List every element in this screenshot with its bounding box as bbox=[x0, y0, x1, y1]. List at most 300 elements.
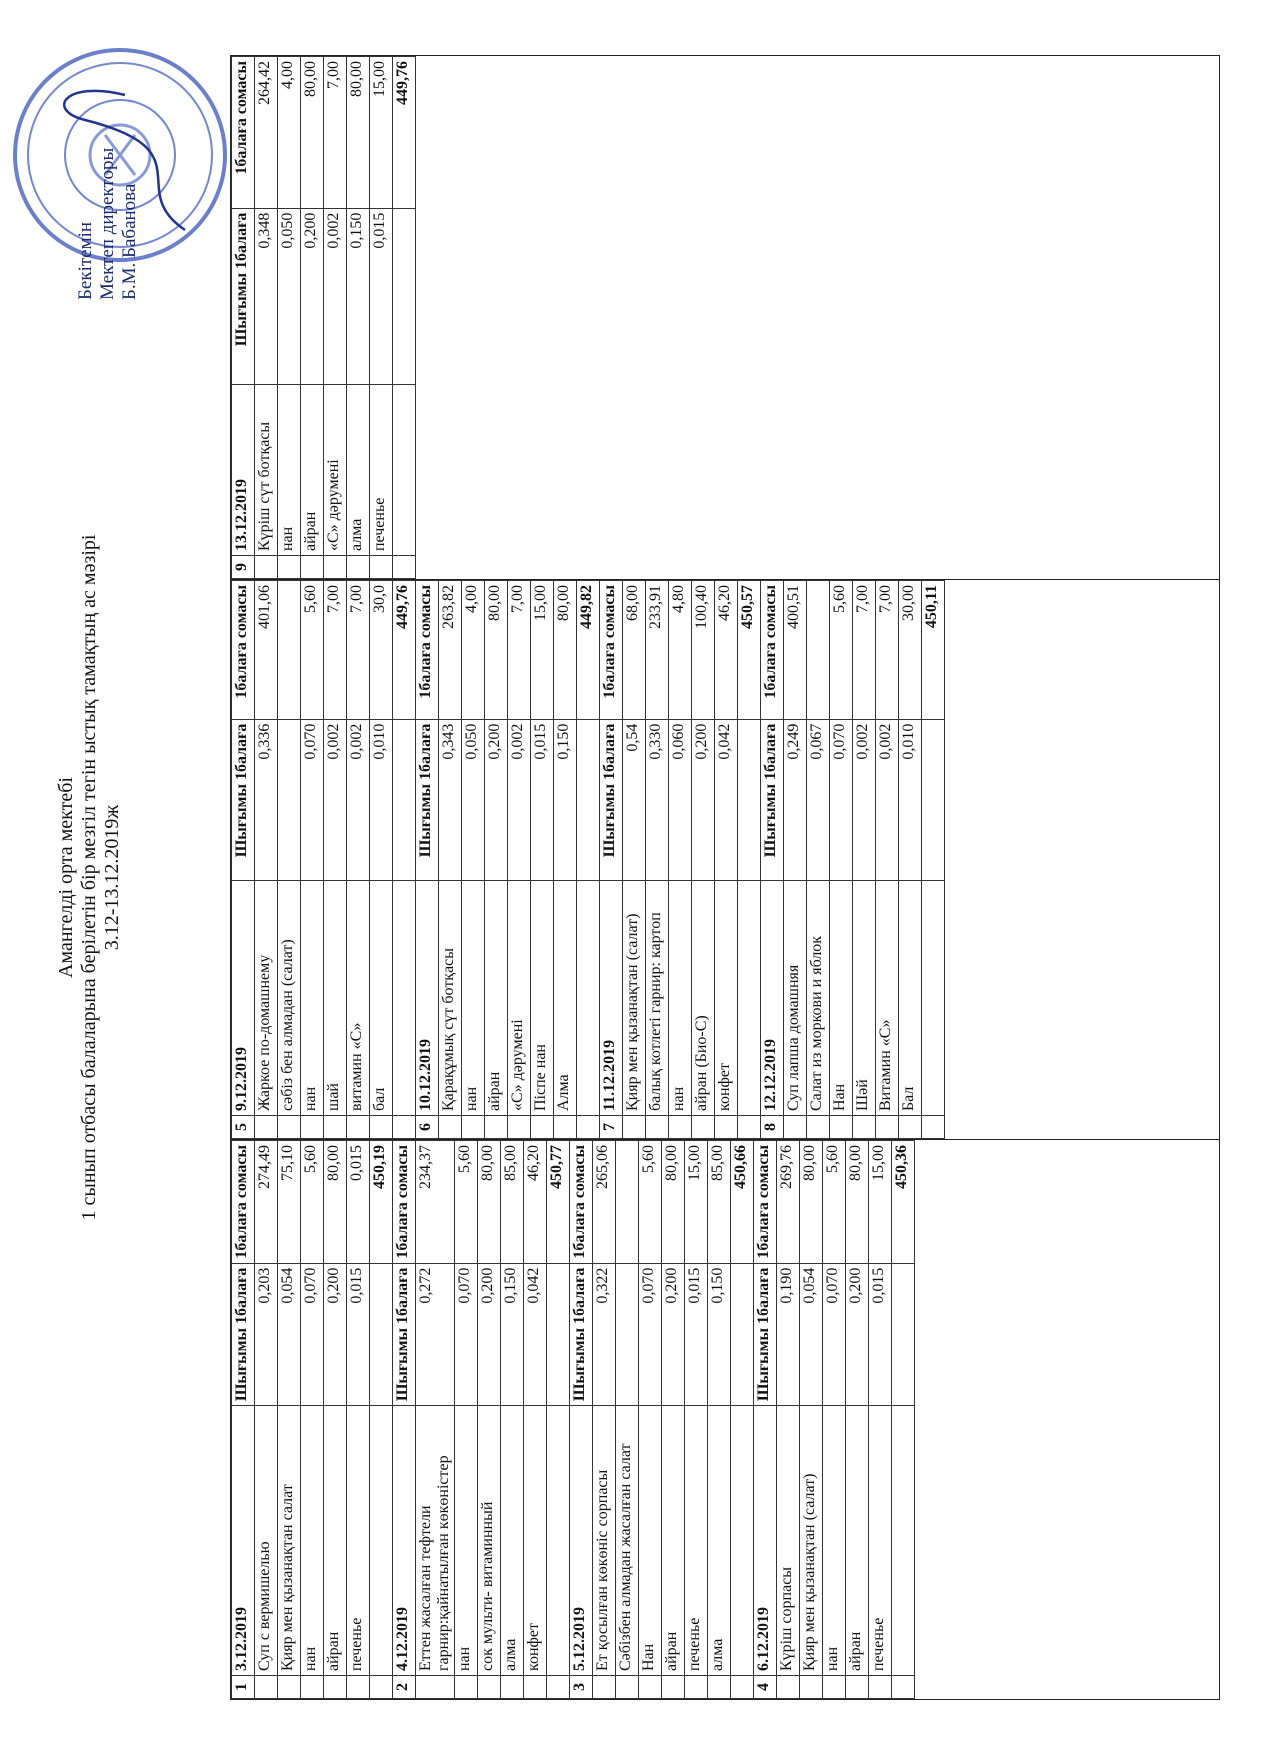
menu-item-row bbox=[807, 581, 830, 1139]
dish-name: Күріш сорпасы bbox=[777, 1406, 800, 1676]
dish-qty: 0,015 bbox=[531, 719, 554, 880]
day-header-row bbox=[393, 1141, 416, 1699]
day-total-row bbox=[370, 1141, 393, 1699]
dish-sum: 5,60 bbox=[639, 1141, 662, 1264]
dish-qty: 0,190 bbox=[777, 1263, 800, 1406]
dish-sum: 80,00 bbox=[347, 57, 370, 209]
row-index-cell bbox=[616, 1676, 639, 1699]
dish-qty: 0,002 bbox=[853, 719, 876, 880]
dish-qty: 0,343 bbox=[439, 719, 462, 880]
dish-qty: 0,050 bbox=[462, 719, 485, 880]
dish-qty: 0,150 bbox=[708, 1263, 731, 1406]
menu-item-row bbox=[324, 57, 347, 579]
row-index-cell bbox=[646, 1116, 669, 1139]
dish-sum: 5,60 bbox=[301, 1141, 324, 1264]
row-index-cell bbox=[278, 556, 301, 579]
dish-qty: 0,060 bbox=[669, 719, 692, 880]
total-label-cell bbox=[370, 1406, 393, 1676]
dish-qty: 0,002 bbox=[508, 719, 531, 880]
row-index-cell bbox=[255, 556, 278, 579]
dish-name: Алма bbox=[554, 880, 577, 1115]
dish-sum: 274,49 bbox=[255, 1141, 278, 1264]
row-index-cell bbox=[823, 1676, 846, 1699]
total-qty-cell bbox=[892, 1263, 915, 1406]
day-total-sum: 450,19 bbox=[370, 1141, 393, 1264]
row-index-cell bbox=[485, 1116, 508, 1139]
row-index-cell bbox=[278, 1676, 301, 1699]
dish-name: балық котлеті гарнир: картоп bbox=[646, 880, 669, 1115]
dish-qty bbox=[616, 1263, 639, 1406]
row-index-cell bbox=[301, 1676, 324, 1699]
day-total-row bbox=[393, 57, 416, 579]
dish-qty: 0,150 bbox=[554, 719, 577, 880]
menu-item-row bbox=[255, 581, 278, 1139]
menu-block bbox=[230, 1140, 1220, 1700]
dish-sum: 75,10 bbox=[278, 1141, 301, 1264]
dish-name: айран bbox=[846, 1406, 869, 1676]
qty-column-header: Шығымы 1балаға bbox=[761, 719, 784, 880]
dish-name: айран bbox=[324, 1406, 347, 1676]
row-index-cell bbox=[708, 1676, 731, 1699]
qty-column-header: Шығымы 1балаға bbox=[754, 1263, 777, 1406]
row-index-cell bbox=[669, 1116, 692, 1139]
menu-item-row bbox=[324, 1141, 347, 1699]
menu-item-row bbox=[685, 1141, 708, 1699]
menu-item-row bbox=[278, 581, 301, 1139]
dish-qty: 0,054 bbox=[278, 1263, 301, 1406]
dish-name: конфет bbox=[524, 1406, 547, 1676]
row-index-cell bbox=[524, 1676, 547, 1699]
menu-item-row bbox=[301, 581, 324, 1139]
menu-item-row bbox=[876, 581, 899, 1139]
day-index: 3 bbox=[570, 1676, 593, 1699]
dish-sum: 46,20 bbox=[524, 1141, 547, 1264]
dish-name: сәбіз бен алмадан (салат) bbox=[278, 880, 301, 1115]
menu-item-row bbox=[639, 1141, 662, 1699]
menu-item-row bbox=[347, 1141, 370, 1699]
document-title: 1 сынып отбасы балаларына берілетін бір мезгіл тегін ыстық тамақтың ас мәзірі bbox=[78, 534, 100, 1221]
row-index-cell bbox=[846, 1676, 869, 1699]
day-index: 6 bbox=[416, 1116, 439, 1139]
dish-sum: 80,00 bbox=[800, 1141, 823, 1264]
total-qty-cell bbox=[370, 1263, 393, 1406]
total-label-cell bbox=[922, 880, 945, 1115]
dish-qty: 0,200 bbox=[662, 1263, 685, 1406]
dish-qty: 0,015 bbox=[347, 1263, 370, 1406]
document-header bbox=[55, 55, 124, 1700]
qty-column-header: Шығымы 1балаға bbox=[570, 1263, 593, 1406]
day-total-row bbox=[738, 581, 761, 1139]
dish-qty: 0,010 bbox=[899, 719, 922, 880]
dish-qty: 0,070 bbox=[455, 1263, 478, 1406]
row-index-cell bbox=[347, 556, 370, 579]
dish-sum: 85,00 bbox=[708, 1141, 731, 1264]
school-name: Амангелді орта мектебі bbox=[55, 777, 77, 979]
day-total-row bbox=[731, 1141, 754, 1699]
row-index-cell bbox=[255, 1676, 278, 1699]
total-qty-cell bbox=[547, 1263, 570, 1406]
menu-item-row bbox=[301, 1141, 324, 1699]
row-index-cell bbox=[853, 1116, 876, 1139]
menu-item-row bbox=[462, 581, 485, 1139]
row-index-cell bbox=[784, 1116, 807, 1139]
dish-name: айран bbox=[301, 385, 324, 556]
day-date: 10.12.2019 bbox=[416, 880, 439, 1115]
day-total-sum: 450,11 bbox=[922, 581, 945, 720]
day-total-row bbox=[892, 1141, 915, 1699]
approval-line-2: Мектеп директоры bbox=[97, 147, 118, 300]
dish-sum: 30,0 bbox=[370, 581, 393, 720]
dish-name: нан bbox=[278, 385, 301, 556]
day-total-row bbox=[393, 581, 416, 1139]
dish-sum: 15,00 bbox=[685, 1141, 708, 1264]
sum-column-header: 1балаға сомасы bbox=[416, 581, 439, 720]
dish-qty: 0,015 bbox=[869, 1263, 892, 1406]
row-index-cell bbox=[508, 1116, 531, 1139]
total-label-cell bbox=[547, 1406, 570, 1676]
menu-item-row bbox=[524, 1141, 547, 1699]
dish-qty: 0,272 bbox=[416, 1263, 455, 1406]
dish-name: нан bbox=[462, 880, 485, 1115]
row-index-cell bbox=[370, 556, 393, 579]
dish-sum: 233,91 bbox=[646, 581, 669, 720]
dish-sum: 15,00 bbox=[370, 57, 393, 209]
sum-column-header: 1балаға сомасы bbox=[761, 581, 784, 720]
day-header-row bbox=[232, 581, 255, 1139]
row-index-cell bbox=[639, 1676, 662, 1699]
dish-name: Суп лапша домашняя bbox=[784, 880, 807, 1115]
day-index: 7 bbox=[600, 1116, 623, 1139]
dish-sum: 5,60 bbox=[455, 1141, 478, 1264]
dish-name: Қияр мен қызанақтан (салат) bbox=[623, 880, 646, 1115]
day-total-row bbox=[922, 581, 945, 1139]
dish-name: «С» дәрумені bbox=[324, 385, 347, 556]
total-index-cell bbox=[370, 1676, 393, 1699]
dish-name: Піспе нан bbox=[531, 880, 554, 1115]
menu-item-row bbox=[439, 581, 462, 1139]
dish-sum: 5,60 bbox=[301, 581, 324, 720]
dish-sum: 30,00 bbox=[899, 581, 922, 720]
dish-qty: 0,002 bbox=[324, 719, 347, 880]
total-index-cell bbox=[738, 1116, 761, 1139]
dish-sum: 263,82 bbox=[439, 581, 462, 720]
total-label-cell bbox=[731, 1406, 754, 1676]
dish-name: айран bbox=[485, 880, 508, 1115]
total-label-cell bbox=[577, 880, 600, 1115]
dish-sum: 80,00 bbox=[554, 581, 577, 720]
row-index-cell bbox=[554, 1116, 577, 1139]
day-total-row bbox=[547, 1141, 570, 1699]
menu-item-row bbox=[501, 1141, 524, 1699]
dish-name: Суп с вермишелью bbox=[255, 1406, 278, 1676]
row-index-cell bbox=[807, 1116, 830, 1139]
dish-sum: 80,00 bbox=[324, 1141, 347, 1264]
row-index-cell bbox=[623, 1116, 646, 1139]
qty-column-header: Шығымы 1балаға bbox=[232, 1263, 255, 1406]
menu-item-row bbox=[278, 57, 301, 579]
row-index-cell bbox=[800, 1676, 823, 1699]
dish-name: печенье bbox=[685, 1406, 708, 1676]
dish-sum bbox=[616, 1141, 639, 1264]
menu-item-row bbox=[692, 581, 715, 1139]
row-index-cell bbox=[876, 1116, 899, 1139]
dish-name: нан bbox=[669, 880, 692, 1115]
dish-qty: 0,067 bbox=[807, 719, 830, 880]
day-date: 6.12.2019 bbox=[754, 1406, 777, 1676]
dish-name: конфет bbox=[715, 880, 738, 1115]
menu-table bbox=[231, 56, 416, 579]
day-date: 11.12.2019 bbox=[600, 880, 623, 1115]
dish-sum: 7,00 bbox=[324, 57, 347, 209]
document-period: 3.12-13.12.2019ж bbox=[101, 804, 123, 951]
day-header-row bbox=[761, 581, 784, 1139]
dish-sum: 80,00 bbox=[301, 57, 324, 209]
menu-item-row bbox=[478, 1141, 501, 1699]
row-index-cell bbox=[324, 556, 347, 579]
dish-sum: 269,76 bbox=[777, 1141, 800, 1264]
dish-name: Нан bbox=[830, 880, 853, 1115]
row-index-cell bbox=[777, 1676, 800, 1699]
menu-item-row bbox=[777, 1141, 800, 1699]
day-index: 1 bbox=[232, 1676, 255, 1699]
menu-table bbox=[231, 580, 945, 1139]
dish-sum: 7,00 bbox=[876, 581, 899, 720]
total-label-cell bbox=[393, 385, 416, 556]
dish-qty bbox=[278, 719, 301, 880]
total-qty-cell bbox=[577, 719, 600, 880]
dish-sum: 15,00 bbox=[531, 581, 554, 720]
dish-name: Қияр мен қызанақтан (салат) bbox=[800, 1406, 823, 1676]
qty-column-header: Шығымы 1балаға bbox=[600, 719, 623, 880]
dish-qty: 0,042 bbox=[715, 719, 738, 880]
dish-qty: 0,010 bbox=[370, 719, 393, 880]
dish-name: витамин «С» bbox=[347, 880, 370, 1115]
sum-column-header: 1балаға сомасы bbox=[232, 581, 255, 720]
row-index-cell bbox=[416, 1676, 455, 1699]
menu-item-row bbox=[255, 1141, 278, 1699]
dish-name: Ет қосылған көкөніс сорпасы bbox=[593, 1406, 616, 1676]
dish-sum bbox=[807, 581, 830, 720]
row-index-cell bbox=[301, 1116, 324, 1139]
menu-block bbox=[230, 580, 1220, 1140]
dish-name: «С» дәрумені bbox=[508, 880, 531, 1115]
total-index-cell bbox=[577, 1116, 600, 1139]
sum-column-header: 1балаға сомасы bbox=[232, 1141, 255, 1264]
dish-qty: 0,015 bbox=[685, 1263, 708, 1406]
total-qty-cell bbox=[738, 719, 761, 880]
approval-line-3: Б.М. Бабанова bbox=[119, 183, 140, 300]
dish-qty: 0,336 bbox=[255, 719, 278, 880]
row-index-cell bbox=[347, 1116, 370, 1139]
dish-qty: 0,330 bbox=[646, 719, 669, 880]
dish-name: айран bbox=[662, 1406, 685, 1676]
menu-item-row bbox=[554, 581, 577, 1139]
row-index-cell bbox=[692, 1116, 715, 1139]
rotated-document bbox=[55, 55, 1225, 1700]
menu-item-row bbox=[593, 1141, 616, 1699]
menu-item-row bbox=[370, 57, 393, 579]
menu-item-row bbox=[455, 1141, 478, 1699]
sum-column-header: 1балаға сомасы bbox=[754, 1141, 777, 1264]
menu-item-row bbox=[255, 57, 278, 579]
dish-sum: 7,00 bbox=[853, 581, 876, 720]
dish-qty: 0,322 bbox=[593, 1263, 616, 1406]
total-qty-cell bbox=[731, 1263, 754, 1406]
dish-qty: 0,070 bbox=[639, 1263, 662, 1406]
dish-qty: 0,002 bbox=[347, 719, 370, 880]
dish-name: Витамин «С» bbox=[876, 880, 899, 1115]
row-index-cell bbox=[455, 1676, 478, 1699]
row-index-cell bbox=[439, 1116, 462, 1139]
row-index-cell bbox=[685, 1676, 708, 1699]
dish-qty: 0,042 bbox=[524, 1263, 547, 1406]
menu-item-row bbox=[669, 581, 692, 1139]
row-index-cell bbox=[593, 1676, 616, 1699]
dish-qty: 0,249 bbox=[784, 719, 807, 880]
day-total-sum: 449,82 bbox=[577, 581, 600, 720]
row-index-cell bbox=[869, 1676, 892, 1699]
dish-sum: 7,00 bbox=[347, 581, 370, 720]
dish-name: алма bbox=[501, 1406, 524, 1676]
dish-name: бал bbox=[370, 880, 393, 1115]
menu-item-row bbox=[370, 581, 393, 1139]
dish-name: Жаркое по-домашнему bbox=[255, 880, 278, 1115]
menu-item-row bbox=[616, 1141, 639, 1699]
menu-item-row bbox=[853, 581, 876, 1139]
dish-qty: 0,150 bbox=[347, 208, 370, 384]
dish-name: алма bbox=[708, 1406, 731, 1676]
row-index-cell bbox=[370, 1116, 393, 1139]
total-qty-cell bbox=[393, 208, 416, 384]
total-index-cell bbox=[731, 1676, 754, 1699]
menu-item-row bbox=[508, 581, 531, 1139]
dish-name: Сәбізбен алмадан жасалған салат bbox=[616, 1406, 639, 1676]
dish-sum: 7,00 bbox=[508, 581, 531, 720]
day-total-sum: 450,77 bbox=[547, 1141, 570, 1264]
dish-sum: 80,00 bbox=[846, 1141, 869, 1264]
menu-item-row bbox=[830, 581, 853, 1139]
dish-sum: 85,00 bbox=[501, 1141, 524, 1264]
menu-item-row bbox=[278, 1141, 301, 1699]
dish-qty: 0,015 bbox=[370, 208, 393, 384]
day-header-row bbox=[600, 581, 623, 1139]
dish-sum: 265,06 bbox=[593, 1141, 616, 1264]
approval-line-1: Бекітемін bbox=[75, 221, 96, 300]
qty-column-header: Шығымы 1балаға bbox=[232, 208, 255, 384]
menu-table bbox=[231, 1140, 915, 1699]
dish-sum: 5,60 bbox=[823, 1141, 846, 1264]
row-index-cell bbox=[324, 1116, 347, 1139]
sum-column-header: 1балаға сомасы bbox=[232, 57, 255, 209]
day-date: 9.12.2019 bbox=[232, 880, 255, 1115]
menu-item-row bbox=[800, 1141, 823, 1699]
day-total-row bbox=[577, 581, 600, 1139]
dish-name: нан bbox=[301, 880, 324, 1115]
dish-qty: 0,070 bbox=[301, 1263, 324, 1406]
row-index-cell bbox=[715, 1116, 738, 1139]
menu-block bbox=[230, 55, 1220, 580]
total-label-cell bbox=[738, 880, 761, 1115]
dish-qty: 0,002 bbox=[876, 719, 899, 880]
day-index: 9 bbox=[232, 556, 255, 579]
menu-item-row bbox=[899, 581, 922, 1139]
dish-sum: 400,51 bbox=[784, 581, 807, 720]
dish-name: сок мульти- витаминный bbox=[478, 1406, 501, 1676]
menu-item-row bbox=[531, 581, 554, 1139]
dish-name: нан bbox=[823, 1406, 846, 1676]
dish-sum: 80,00 bbox=[662, 1141, 685, 1264]
row-index-cell bbox=[478, 1676, 501, 1699]
qty-column-header: Шығымы 1балаға bbox=[416, 719, 439, 880]
dish-qty: 0,150 bbox=[501, 1263, 524, 1406]
day-date: 12.12.2019 bbox=[761, 880, 784, 1115]
dish-qty: 0,54 bbox=[623, 719, 646, 880]
total-index-cell bbox=[922, 1116, 945, 1139]
dish-name: Шәй bbox=[853, 880, 876, 1115]
dish-qty: 0,050 bbox=[278, 208, 301, 384]
day-index: 4 bbox=[754, 1676, 777, 1699]
dish-name: алма bbox=[347, 385, 370, 556]
dish-name: шай bbox=[324, 880, 347, 1115]
dish-qty: 0,348 bbox=[255, 208, 278, 384]
day-header-row bbox=[416, 581, 439, 1139]
dish-sum: 401,06 bbox=[255, 581, 278, 720]
sum-column-header: 1балаға сомасы bbox=[600, 581, 623, 720]
dish-sum: 4,80 bbox=[669, 581, 692, 720]
day-index: 5 bbox=[232, 1116, 255, 1139]
dish-sum: 80,00 bbox=[478, 1141, 501, 1264]
dish-qty: 0,200 bbox=[301, 208, 324, 384]
total-index-cell bbox=[547, 1676, 570, 1699]
menu-item-row bbox=[301, 57, 324, 579]
day-index: 2 bbox=[393, 1676, 416, 1699]
day-index: 8 bbox=[761, 1116, 784, 1139]
dish-name: печенье bbox=[370, 385, 393, 556]
menu-item-row bbox=[324, 581, 347, 1139]
dish-name: Қияр мен қызанақтан салат bbox=[278, 1406, 301, 1676]
total-label-cell bbox=[393, 880, 416, 1115]
day-date: 4.12.2019 bbox=[393, 1406, 416, 1676]
dish-sum: 234,37 bbox=[416, 1141, 455, 1264]
sum-column-header: 1балаға сомасы bbox=[570, 1141, 593, 1264]
dish-sum: 15,00 bbox=[869, 1141, 892, 1264]
dish-sum: 46,20 bbox=[715, 581, 738, 720]
dish-name: Еттен жасалған тефтели гарнир:қайнатылған көкөністер bbox=[416, 1406, 455, 1676]
dish-name: Бал bbox=[899, 880, 922, 1115]
dish-qty: 0,200 bbox=[485, 719, 508, 880]
dish-name: печенье bbox=[869, 1406, 892, 1676]
dish-sum: 68,00 bbox=[623, 581, 646, 720]
dish-name: печенье bbox=[347, 1406, 370, 1676]
dish-name: Күріш сүт ботқасы bbox=[255, 385, 278, 556]
dish-qty: 0,002 bbox=[324, 208, 347, 384]
menu-item-row bbox=[846, 1141, 869, 1699]
dish-name: Нан bbox=[639, 1406, 662, 1676]
day-date: 5.12.2019 bbox=[570, 1406, 593, 1676]
row-index-cell bbox=[255, 1116, 278, 1139]
dish-name: айран (Био-С) bbox=[692, 880, 715, 1115]
dish-qty: 0,200 bbox=[324, 1263, 347, 1406]
row-index-cell bbox=[301, 556, 324, 579]
dish-sum: 5,60 bbox=[830, 581, 853, 720]
row-index-cell bbox=[462, 1116, 485, 1139]
total-label-cell bbox=[892, 1406, 915, 1676]
dish-sum: 264,42 bbox=[255, 57, 278, 209]
day-total-sum: 450,57 bbox=[738, 581, 761, 720]
dish-qty: 0,070 bbox=[301, 719, 324, 880]
menu-item-row bbox=[347, 57, 370, 579]
row-index-cell bbox=[324, 1676, 347, 1699]
